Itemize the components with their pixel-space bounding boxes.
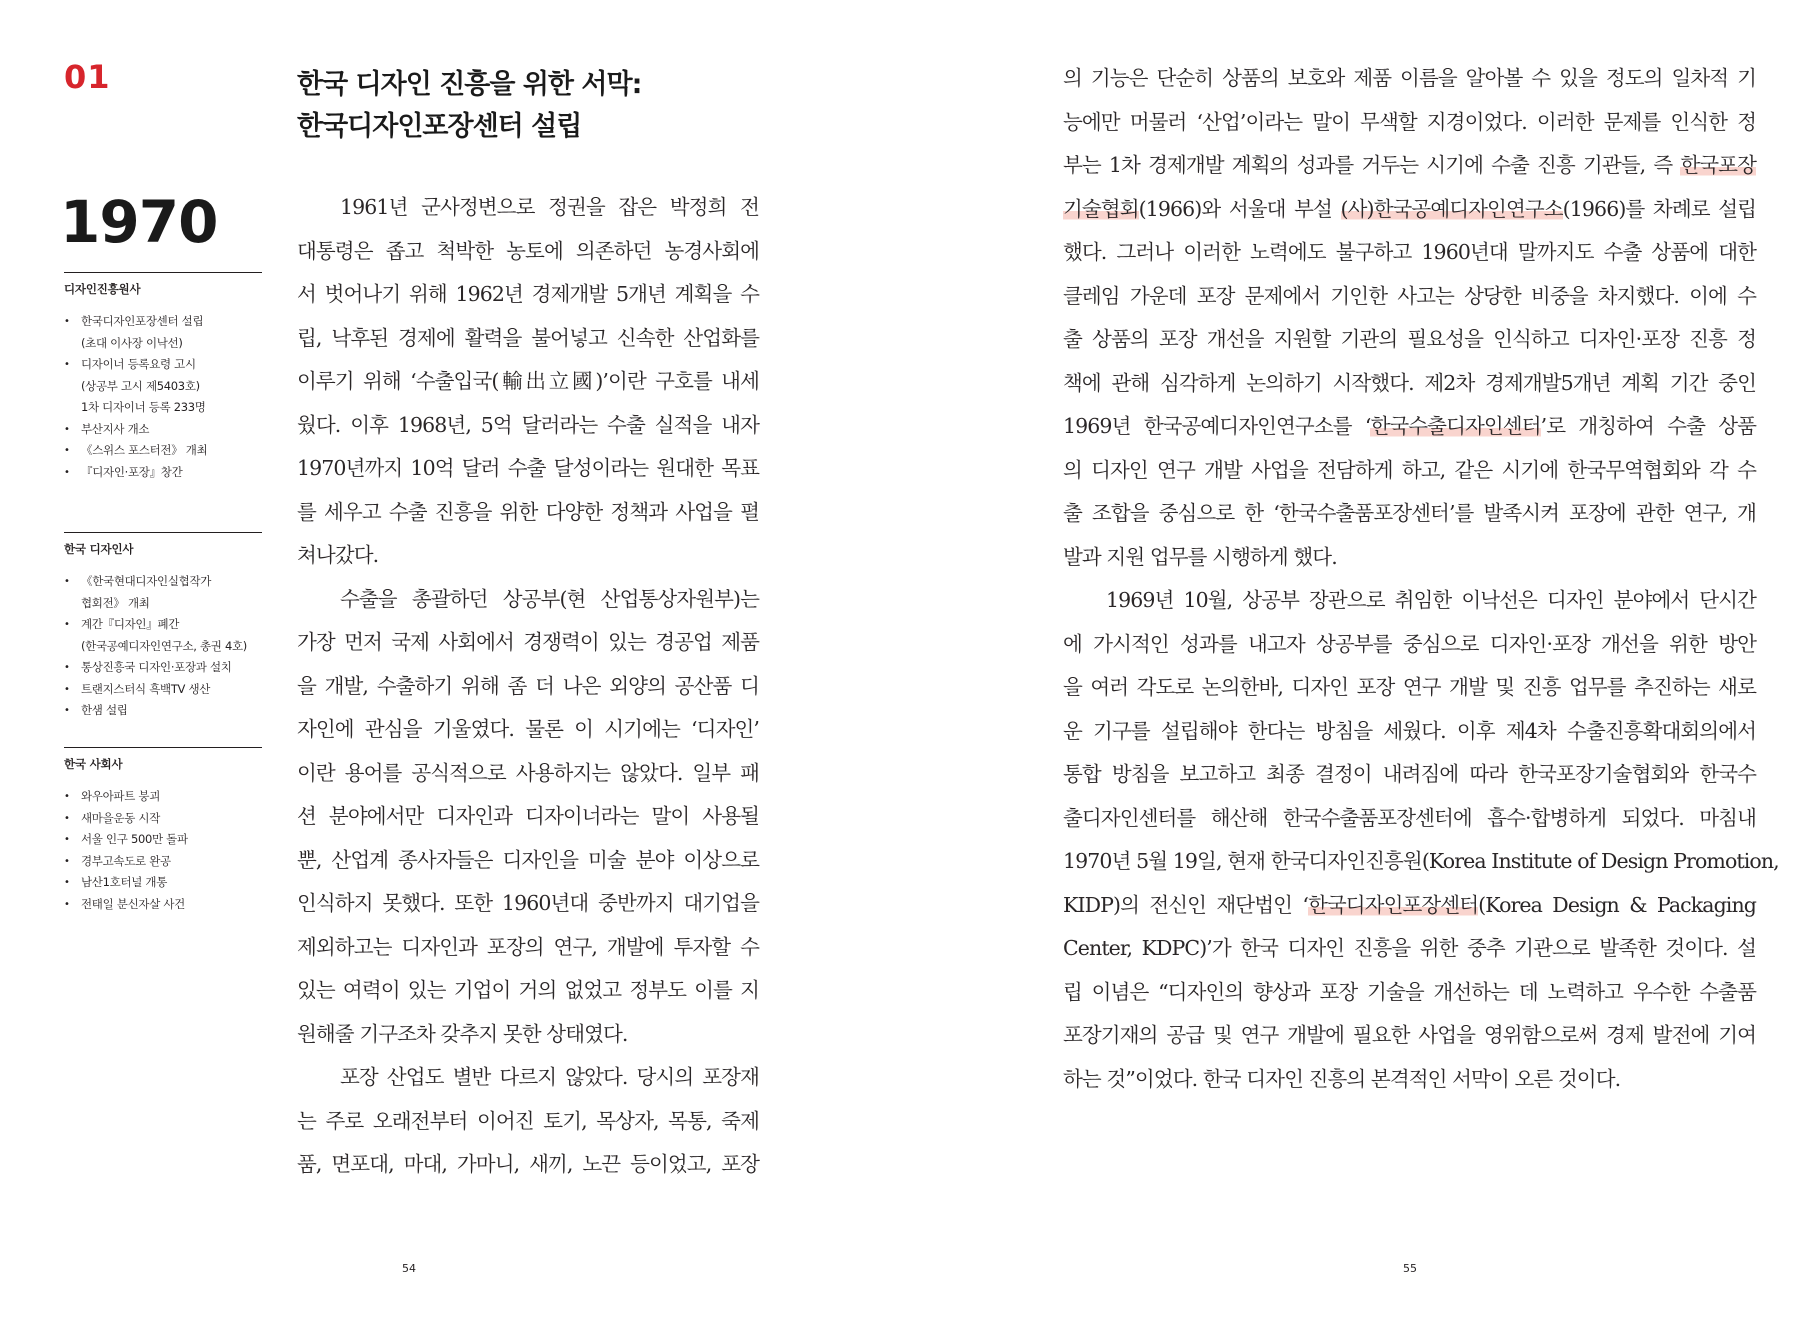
sidebar-section [64, 747, 262, 915]
sidebar-list-item [64, 311, 262, 354]
body-text-segment: (1966)를 차례로 설립 [1562, 196, 1756, 221]
highlighted-term: 한국수출디자인센터 [1370, 414, 1541, 438]
chapter-number: 01 [64, 58, 111, 96]
sidebar-list-item [64, 829, 262, 851]
body-line: 인식하지 못했다. 또한 1960년대 중반까지 대기업을 [297, 891, 759, 915]
body-line [1063, 666, 1756, 710]
body-line [1063, 231, 1756, 275]
body-text-segment: 립 이념은 “디자인의 향상과 포장 기술을 개선하는 데 노력하고 우수한 수출품 [1063, 979, 1756, 1004]
body-line [1063, 710, 1756, 754]
body-line [1063, 1058, 1756, 1102]
sidebar-list-item [64, 872, 262, 894]
sidebar-list-item [64, 786, 262, 808]
sidebar-section-heading: 한국 사회사 [64, 757, 123, 771]
body-line: 제외하고는 디자인과 포장의 연구, 개발에 투자할 수 [297, 934, 759, 959]
sidebar-item-text: • 경부고속도로 완공 [81, 853, 171, 868]
highlighted-term: (사)한국공예디자인연구소 [1340, 196, 1563, 221]
body-line: 자인에 관심을 기울였다. 물론 이 시기에는 ‘디자인’ [297, 717, 759, 741]
body-text-segment: 부는 1차 경제개발 계획의 성과를 거두는 시기에 수출 진흥 기관들, 즉 [1063, 153, 1681, 177]
body-line [1063, 927, 1756, 971]
body-text-segment: 에 가시적인 성과를 내고자 상공부를 중심으로 디자인·포장 개선을 위한 방안 [1063, 631, 1756, 656]
body-line: 있는 여력이 있는 기업이 거의 없었고 정부도 이를 지 [297, 978, 759, 1002]
body-line: 품, 면포대, 마대, 가마니, 새끼, 노끈 등이었고, 포장 [297, 1152, 759, 1176]
body-line [1063, 536, 1756, 580]
sidebar-item-text: (상공부 고시 제5403호) [81, 378, 200, 393]
sidebar-item-text: • 『디자인·포장』창간 [81, 464, 183, 479]
sidebar-section [64, 272, 262, 483]
body-text-segment: 발과 지원 업무를 시행하게 했다. [1063, 544, 1337, 569]
sidebar-item-text: • 남산1호터널 개통 [81, 875, 168, 889]
body-line: 이루기 위해 ‘수출입국(輸出立國)’이란 구호를 내세 [297, 369, 759, 393]
body-text-segment: 능에만 머물러 ‘산업’이라는 말이 무색할 지경이었다. 이러한 문제를 인식한 정 [1063, 109, 1756, 134]
sidebar-list-item [64, 700, 262, 722]
sidebar-list [64, 311, 262, 483]
body-text-segment: 의 기능은 단순히 상품의 보호와 제품 이름을 알아볼 수 있을 정도의 일차적 기 [1063, 66, 1756, 90]
body-text-segment: KIDP)의 전신인 재단법인 ‘ [1063, 892, 1308, 917]
sidebar-list [64, 786, 262, 915]
body-line: 대통령은 좁고 척박한 농토에 의존하던 농경사회에 [297, 238, 759, 263]
sidebar-section [64, 532, 262, 722]
body-line [1063, 797, 1756, 841]
body-text-segment: 1969년 한국공예디자인연구소를 ‘ [1063, 414, 1371, 438]
body-text-segment: 책에 관해 심각하게 논의하기 시작했다. 제2차 경제개발5개년 계획 기간 중인 [1063, 370, 1756, 395]
sidebar-item-text: • 《스위스 포스터전》 개최 [81, 443, 208, 457]
body-line: 을 개발, 수출하기 위해 좀 더 나은 외양의 공산품 디 [297, 673, 759, 698]
body-line: 뿐, 산업계 종사자들은 디자인을 미술 분야 이상으로 [297, 847, 759, 872]
body-text-segment: 의 디자인 연구 개발 사업을 전담하게 하고, 같은 시기에 한국무역협회와 각 수 [1063, 457, 1756, 482]
body-text-segment: 1969년 10월, 상공부 장관으로 취임한 이낙선은 디자인 분야에서 단시간 [1106, 588, 1756, 612]
sidebar-item-text: (초대 이사장 이낙선) [81, 335, 183, 350]
body-text-segment: 1970년 5월 19일, 현재 한국디자인진흥원(Korea Institute of Design Promotion, [1063, 849, 1779, 873]
sidebar-item-text: • 서울 인구 500만 돌파 [81, 832, 188, 846]
body-line [1063, 57, 1756, 101]
sidebar-list [64, 571, 262, 722]
sidebar-list-item [64, 894, 262, 916]
body-line: 션 분야에서만 디자인과 디자이너라는 말이 사용될 [297, 804, 759, 828]
body-text-segment: 출 조합을 중심으로 한 ‘한국수출품포장센터’를 발족시켜 포장에 관한 연구, 개 [1063, 501, 1756, 525]
year-heading: 1970 [60, 188, 218, 256]
body-line [1063, 840, 1779, 884]
sidebar-list-item [64, 354, 262, 419]
body-text-segment: 운 기구를 설립해야 한다는 방침을 세웠다. 이후 제4차 수출진흥확대회의에서 [1063, 718, 1756, 743]
body-text-segment: 하는 것”이었다. 한국 디자인 진흥의 본격적인 서막이 오른 것이다. [1063, 1066, 1621, 1091]
body-text-segment: Center, KDPC)’가 한국 디자인 진흥을 위한 중추 기관으로 발족한 것이다. 설 [1063, 936, 1756, 960]
body-line [1063, 753, 1756, 797]
body-text-segment: 출디자인센터를 해산해 한국수출품포장센터에 흡수·합병하게 되었다. 마침내 [1063, 805, 1756, 830]
body-line: 1961년 군사정변으로 정권을 잡은 박정희 전 [340, 195, 759, 219]
body-line [1063, 971, 1756, 1015]
sidebar-item-text: • 전태일 분신자살 사건 [81, 896, 185, 911]
body-line: 원해줄 기구조차 갖추지 못한 상태였다. [297, 1021, 628, 1046]
body-text-left [297, 186, 759, 1187]
sidebar-item-text: • 새마을운동 시작 [81, 810, 161, 825]
body-text-segment: (1966)와 서울대 부설 [1138, 196, 1341, 221]
sidebar-item-text: • 한샘 설립 [81, 703, 128, 717]
sidebar-item-text: 협회전》 개최 [81, 595, 150, 610]
body-text-segment: 클레임 가운데 포장 문제에서 기인한 사고는 상당한 비중을 차지했다. 이에 수 [1063, 283, 1756, 308]
sidebar-item-text: • 한국디자인포장센터 설립 [81, 314, 204, 328]
sidebar-list-item [64, 808, 262, 830]
body-line: 수출을 총괄하던 상공부(현 산업통상자원부)는 [340, 586, 759, 611]
body-line [1063, 1014, 1756, 1058]
sidebar-list-item [64, 657, 262, 679]
sidebar-list-item [64, 419, 262, 441]
page-number-left: 54 [402, 1262, 416, 1275]
highlighted-term: 한국포장 [1680, 153, 1756, 177]
body-line [1063, 362, 1756, 406]
body-line [1063, 188, 1756, 232]
body-line [1063, 579, 1756, 623]
body-line: 이란 용어를 공식적으로 사용하지는 않았다. 일부 패 [297, 760, 759, 785]
sidebar-item-text: • 와우아파트 붕괴 [81, 789, 161, 803]
sidebar-section-heading: 한국 디자인사 [64, 542, 134, 556]
body-line: 서 벗어나기 위해 1962년 경제개발 5개년 계획을 수 [297, 282, 759, 306]
highlighted-term: 한국디자인포장센터 [1307, 892, 1479, 917]
page-number-right: 55 [1403, 1262, 1417, 1275]
headline-line: 한국디자인포장센터 설립 [297, 111, 582, 142]
body-line [1063, 144, 1756, 188]
body-line: 웠다. 이후 1968년, 5억 달러라는 수출 실적을 내자 [297, 412, 759, 437]
chapter-headline [297, 64, 641, 148]
body-line [1063, 623, 1756, 667]
highlighted-term: 기술협회 [1063, 196, 1139, 221]
body-line [1063, 275, 1756, 319]
sidebar-section-heading: 디자인진흥원사 [64, 282, 141, 296]
sidebar-item-text: • 부산지사 개소 [81, 421, 150, 436]
body-line: 가장 먼저 국제 사회에서 경쟁력이 있는 경공업 제품 [297, 630, 759, 654]
body-line: 쳐나갔다. [297, 543, 379, 567]
body-text-segment: 포장기재의 공급 및 연구 개발에 필요한 사업을 영위함으로써 경제 발전에 기여 [1063, 1023, 1756, 1047]
sidebar-item-text: • 《한국현대디자인실협작가 [81, 574, 212, 588]
sidebar-item-text: • 디자이너 등록요령 고시 [81, 357, 196, 371]
sidebar-list-item [64, 851, 262, 873]
body-text-segment: 출 상품의 포장 개선을 지원할 기관의 필요성을 인식하고 디자인·포장 진흥 정 [1063, 327, 1756, 351]
body-line: 는 주로 오래전부터 이어진 토기, 목상자, 목통, 죽제 [297, 1108, 759, 1133]
body-text-segment: 을 여러 각도로 논의한바, 디자인 포장 연구 개발 및 진흥 업무를 추진하는 새로 [1063, 675, 1756, 699]
body-line: 립, 낙후된 경제에 활력을 불어넣고 신속한 산업화를 [297, 325, 759, 350]
body-text-right [1063, 57, 1779, 1101]
body-line [1063, 449, 1756, 493]
body-line [1063, 884, 1756, 928]
body-line [1063, 492, 1756, 536]
sidebar-item-text: • 계간『디자인』폐간 [81, 617, 180, 631]
sidebar-list-item [64, 571, 262, 614]
body-line [1063, 318, 1756, 362]
sidebar-list-item [64, 440, 262, 462]
sidebar-list-item [64, 614, 262, 657]
body-line: 포장 산업도 별반 다르지 않았다. 당시의 포장재 [340, 1065, 759, 1089]
sidebar-item-text: • 통상진흥국 디자인·포장과 설치 [81, 660, 232, 674]
sidebar-item-text: 1차 디자이너 등록 233명 [81, 400, 206, 414]
body-line [1063, 405, 1756, 449]
body-text-segment: 했다. 그러나 이러한 노력에도 불구하고 1960년대 말까지도 수출 상품에 대한 [1063, 240, 1756, 264]
body-text-segment: (Korea Design & Packaging [1478, 892, 1756, 917]
body-line: 를 세우고 수출 진흥을 위한 다양한 정책과 사업을 펼 [297, 499, 759, 524]
sidebar-list-item [64, 679, 262, 701]
sidebar-item-text: • 트랜지스터식 흑백TV 생산 [81, 681, 211, 696]
body-text-segment: ’로 개칭하여 수출 상품 [1540, 414, 1757, 438]
body-line: 1970년까지 10억 달러 수출 달성이라는 원대한 목표 [297, 456, 759, 480]
body-text-segment: 통합 방침을 보고하고 최종 결정이 내려짐에 따라 한국포장기술협회와 한국수 [1063, 762, 1756, 786]
body-line [1063, 101, 1756, 145]
sidebar-item-text: (한국공예디자인연구소, 총권 4호) [81, 638, 247, 653]
headline-line: 한국 디자인 진흥을 위한 서막: [297, 69, 642, 100]
sidebar-list-item [64, 462, 262, 484]
